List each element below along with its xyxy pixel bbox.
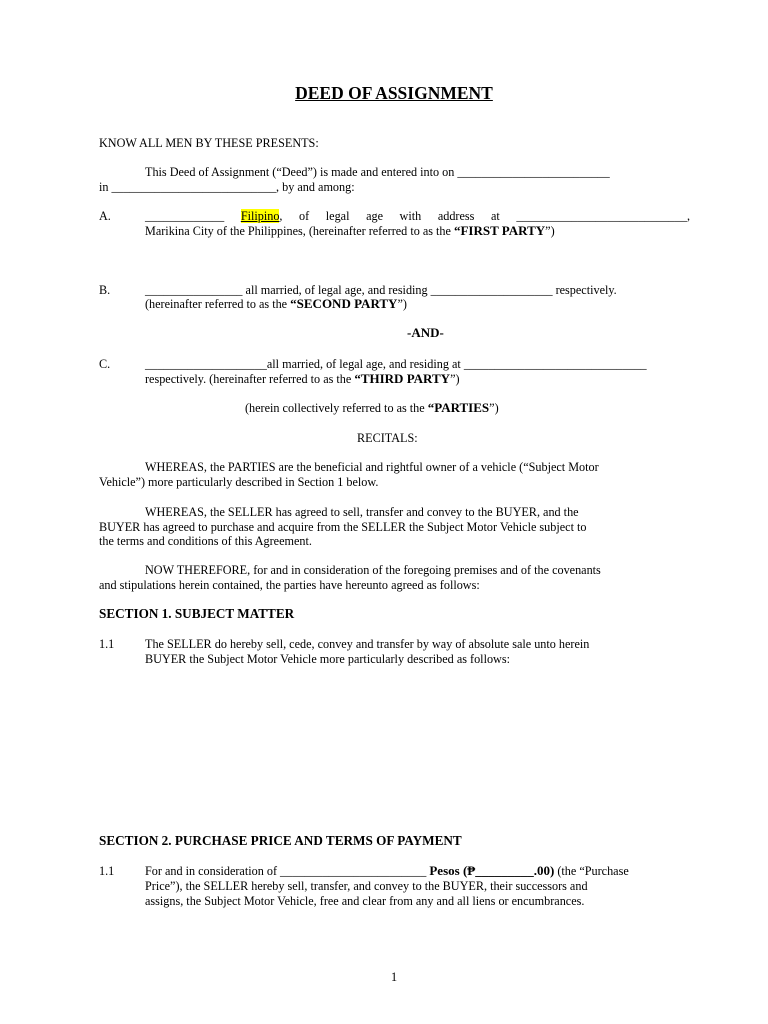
party-b-close: ”) xyxy=(397,297,407,311)
second-party-role: “SECOND PARTY xyxy=(290,296,398,311)
party-a-close: ”) xyxy=(545,224,555,238)
collective-text: (herein collectively referred to as the xyxy=(245,401,428,415)
section-1-heading: SECTION 1. SUBJECT MATTER xyxy=(99,606,295,621)
pesos-amount: Pesos (₱_________.00) xyxy=(429,863,555,878)
opening-line-1: This Deed of Assignment (“Deed”) is made and entered into on _________________________ xyxy=(145,165,610,179)
party-c-close: ”) xyxy=(450,372,460,386)
section-2-heading: SECTION 2. PURCHASE PRICE AND TERMS OF PAYMENT xyxy=(99,833,462,848)
nationality-highlight: Filipino xyxy=(240,209,280,223)
section-2-clause-number: 1.1 xyxy=(99,864,115,878)
document-title: DEED OF ASSIGNMENT xyxy=(295,83,493,103)
intro-line: KNOW ALL MEN BY THESE PRESENTS: xyxy=(99,136,319,150)
section-2-line-1-a: For and in consideration of ________________________ xyxy=(145,864,430,878)
section-2-line-3: assigns, the Subject Motor Vehicle, free and clear from any and all liens or encumbrances. xyxy=(145,894,585,908)
parties-role: “PARTIES xyxy=(427,400,490,415)
party-b-marker: B. xyxy=(99,283,111,297)
party-c-marker: C. xyxy=(99,357,111,371)
party-b-line-1: ________________ all married, of legal age, and residing ____________________ respectively. xyxy=(145,283,617,297)
section-2-line-1 xyxy=(145,864,629,879)
section-1-clause-number: 1.1 xyxy=(99,637,115,651)
first-party-role: “FIRST PARTY xyxy=(453,223,546,238)
recital-1-line-2: Vehicle”) more particularly described in Section 1 below. xyxy=(99,475,379,489)
opening-line-2: in ___________________________, by and among: xyxy=(99,180,355,194)
party-a-line-1-rest: , of legal age with address at ____________________________, xyxy=(279,209,691,223)
party-c-line-2 xyxy=(145,372,460,387)
party-c-line-1: ____________________all married, of legal age, and residing at ______________________________ xyxy=(145,357,647,371)
recital-2-line-1: WHEREAS, the SELLER has agreed to sell, transfer and convey to the BUYER, and the xyxy=(145,505,579,519)
recital-3-line-1: NOW THEREFORE, for and in consideration of the foregoing premises and of the covenants xyxy=(145,563,601,577)
party-c-line-2-text: respectively. (hereinafter referred to as the xyxy=(145,372,355,386)
recital-2-line-2: BUYER has agreed to purchase and acquire from the SELLER the Subject Motor Vehicle subject to xyxy=(99,520,587,534)
collective-line xyxy=(245,401,499,416)
party-b-line-2 xyxy=(145,297,407,312)
party-b-line-2-text: (hereinafter referred to as the xyxy=(145,297,291,311)
page-number: 1 xyxy=(391,970,398,984)
recital-1-line-1: WHEREAS, the PARTIES are the beneficial and rightful owner of a vehicle (“Subject Motor xyxy=(145,460,599,474)
section-1-line-2: BUYER the Subject Motor Vehicle more particularly described as follows: xyxy=(145,652,510,666)
recital-3-line-2: and stipulations herein contained, the parties have hereunto agreed as follows: xyxy=(99,578,480,592)
third-party-role: “THIRD PARTY xyxy=(354,371,451,386)
recital-2-line-3: the terms and conditions of this Agreement. xyxy=(99,534,312,548)
section-2-line-1-b: (the “Purchase xyxy=(554,864,629,878)
party-a-marker: A. xyxy=(99,209,111,223)
party-a-line-1 xyxy=(145,209,690,224)
party-a-line-2-text: Marikina City of the Philippines, (hereinafter referred to as the xyxy=(145,224,454,238)
party-a-line-2 xyxy=(145,224,555,239)
and-separator: -AND- xyxy=(407,325,444,340)
section-2-line-2: Price”), the SELLER hereby sell, transfer, and convey to the BUYER, their successors and xyxy=(145,879,588,893)
collective-close: ”) xyxy=(489,401,499,415)
party-a-blank: _____________ xyxy=(145,209,225,223)
section-1-line-1: The SELLER do hereby sell, cede, convey and transfer by way of absolute sale unto herein xyxy=(145,637,590,651)
recitals-heading: RECITALS: xyxy=(357,431,418,445)
